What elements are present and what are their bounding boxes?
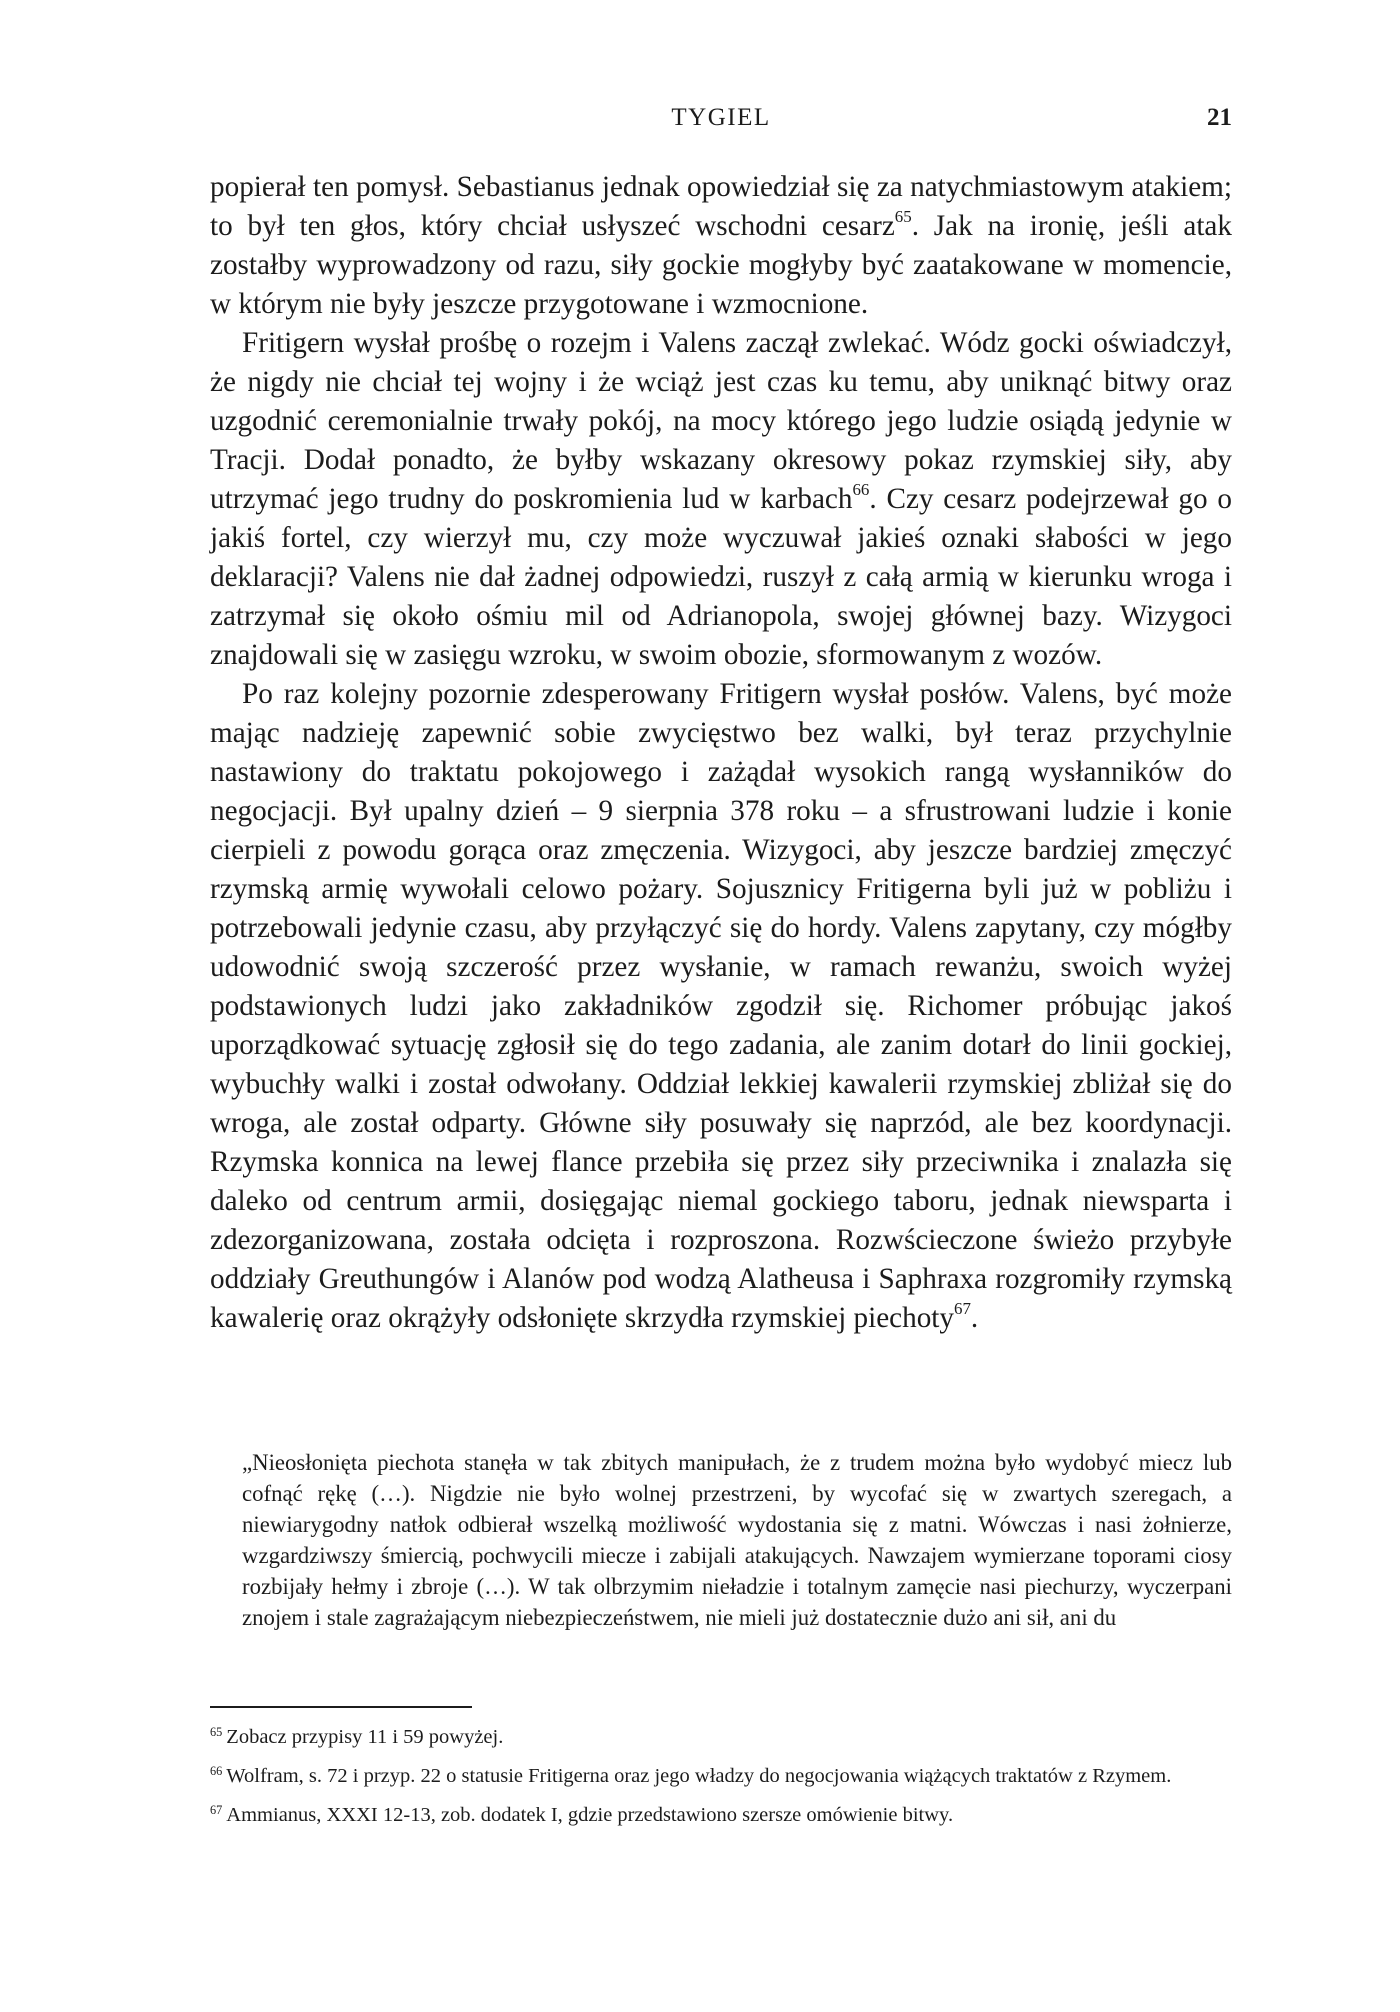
footnote-reference[interactable]: 67 — [954, 1299, 971, 1319]
footnotes — [210, 1722, 1232, 1839]
page-number: 21 — [1207, 104, 1232, 131]
paragraph — [210, 324, 1232, 675]
paragraph-text: . Jak na ironię, jeśli atak zostałby wyprowadzony od razu, siły gockie mogłyby być zaatakowane w momencie, w którym nie były jeszcze przygotowane i wzmocnione. — [210, 210, 1232, 320]
running-title: TYGIEL — [671, 104, 771, 131]
paragraph — [210, 675, 1232, 1338]
footnote-text: Zobacz przypisy 11 i 59 powyżej. — [226, 1726, 504, 1748]
paragraph — [210, 168, 1232, 324]
footnote-text: Ammianus, XXXI 12-13, zob. dodatek I, gdzie przedstawiono szersze omówienie bitwy. — [226, 1804, 954, 1826]
footnote-number: 66 — [210, 1763, 223, 1778]
footnote-separator — [210, 1706, 472, 1708]
paragraph-text: popierał ten pomysł. Sebastianus jednak opowiedział się za natychmiastowym atakiem; to był ten głos, który chciał usłyszeć wschodni cesarz — [210, 171, 1232, 242]
running-head — [210, 104, 1232, 136]
paragraph-text: . — [970, 1302, 979, 1334]
paragraph-text: Po raz kolejny pozornie zdesperowany Fritigern wysłał posłów. Valens, być może mając nadzieję zapewnić sobie zwycięstwo bez walki, był teraz przychylnie nastawiony do traktatu pokojowego i zażądał wysokich rangą wysłanników do negocjacji. Był upalny dzień – 9 sierpnia 378 roku – a sfrustrowani ludzie i konie cierpieli z powodu gorąca oraz zmęczenia. Wizygoci, aby jeszcze bardziej zmęczyć rzymską armię wywołali celowo pożary. Sojusznicy Fritigerna byli już w pobliżu i potrzebowali jedynie czasu, aby przyłączyć się do hordy. Valens zapytany, czy mógłby udowodnić swoją szczerość przez wysłanie, w ramach rewanżu, swoich wyżej podstawionych ludzi jako zakładników zgodził się. Richomer próbując jakoś uporządkować sytuację zgłosił się do tego zadania, ale zanim dotarł do linii gockiej, wybuchły walki i został odwołany. Oddział lekkiej kawalerii rzymskiej zbliżał się do wroga, ale został odparty. Główne siły posuwały się naprzód, ale bez koordynacji. Rzymska konnica na lewej flance przebiła się przez siły przeciwnika i znalazła się daleko od centrum armii, dosięgając niemal gockiego taboru, jednak niewsparta i zdezorganizowana, została odcięta i rozproszona. Rozwścieczone świeżo przybyłe oddziały Greuthungów i Alanów pod wodzą Alatheusa i Saphraxa rozgromiły rzymską kawalerię oraz okrążyły odsłonięte skrzydła rzymskiej piechoty — [210, 678, 1232, 1334]
footnote — [210, 1761, 1232, 1791]
footnote — [210, 1800, 1232, 1830]
footnote-number: 67 — [210, 1802, 223, 1817]
footnote-reference[interactable]: 65 — [894, 207, 912, 227]
footnote — [210, 1722, 1232, 1752]
paragraph-text: Fritigern wysłał prośbę o rozejm i Valens zaczął zwlekać. Wódz gocki oświadczył, że nigdy nie chciał tej wojny i że wciąż jest czas ku temu, aby uniknąć bitwy oraz uzgodnić ceremonialnie trwały pokój, na mocy którego jego ludzie osiądą jedynie w Tracji. Dodał ponadto, że byłby wskazany okresowy pokaz rzymskiej siły, aby utrzymać jego trudny do poskromienia lud w karbach — [210, 327, 1232, 515]
block-quote — [242, 1448, 1232, 1633]
main-text — [210, 168, 1232, 1338]
quote-text: „Nieosłonięta piechota stanęła w tak zbitych manipułach, że z trudem można było wydobyć miecz lub cofnąć rękę (…). Nigdzie nie było wolnej przestrzeni, by wycofać się w zwartych szeregach, a niewiarygodny natłok odbierał wszelką możliwość wydostania się z matni. Wówczas i nasi żołnierze, wzgardziwszy śmiercią, pochwycili miecze i zabijali atakujących. Nawzajem wymierzane toporami ciosy rozbijały hełmy i zbroje (…). W tak olbrzymim nieładzie i totalnym zamęcie nasi piechurzy, wyczerpani znojem i stale zagrażającym niebezpieczeństwem, nie mieli już dostatecznie dużo ani sił, ani du — [242, 1450, 1232, 1630]
footnote-text: Wolfram, s. 72 i przyp. 22 o statusie Fritigerna oraz jego władzy do negocjowania wiążących traktatów z Rzymem. — [226, 1765, 1172, 1787]
paragraph-text: . Czy cesarz podejrzewał go o jakiś fortel, czy wierzył mu, czy może wyczuwał jakieś oznaki słabości w jego deklaracji? Valens nie dał żadnej odpowiedzi, ruszył z całą armią w kierunku wroga i zatrzymał się około ośmiu mil od Adrianopola, swojej głównej bazy. Wizygoci znajdowali się w zasięgu wzroku, w swoim obozie, sformowanym z wozów. — [210, 483, 1232, 671]
footnote-number: 65 — [210, 1724, 223, 1739]
footnote-reference[interactable]: 66 — [852, 480, 870, 500]
